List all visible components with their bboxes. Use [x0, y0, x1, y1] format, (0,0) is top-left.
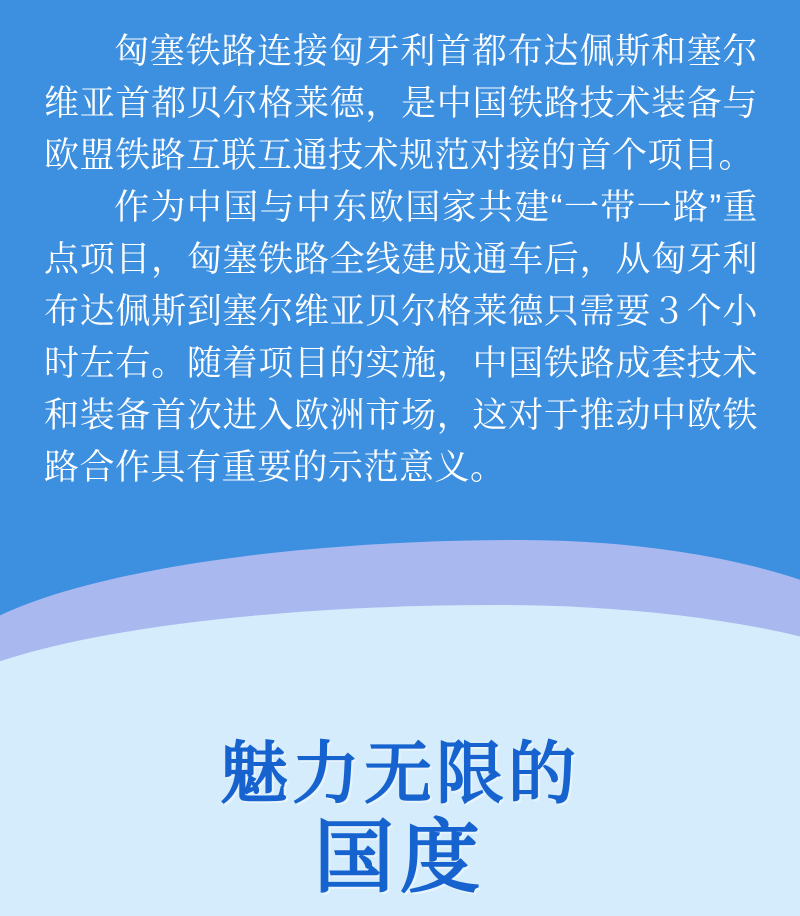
paragraph-2: 作为中国与中东欧国家共建“一带一路”重点项目，匈塞铁路全线建成通车后，从匈牙利布达佩斯到塞尔维亚贝尔格莱德只需要３个小时左右。随着项目的实施，中国铁路成套技术和装备首次进入欧洲市场，这对于推动中欧铁路合作具有重要的示范意义。 [44, 188, 758, 487]
title-line-two: 国度 [314, 813, 486, 902]
article-body [44, 26, 758, 494]
paragraph-1: 匈塞铁路连接匈牙利首都布达佩斯和塞尔维亚首都贝尔格莱德，是中国铁路技术装备与欧盟铁路互联互通技术规范对接的首个项目。 [44, 32, 758, 175]
title-line-one: 魅力无限的 [219, 736, 580, 812]
poster-title [0, 735, 800, 903]
